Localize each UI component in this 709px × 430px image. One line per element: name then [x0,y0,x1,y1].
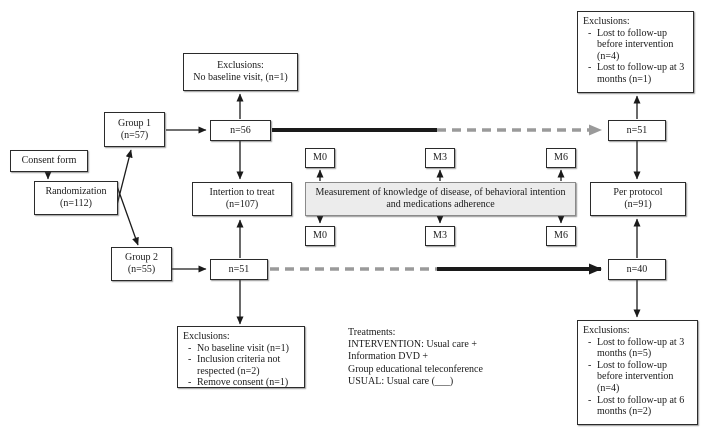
bullet-dash: - [588,27,592,39]
exclusion-item: - Lost to follow-up at 6 months (n=2) [588,394,685,418]
exclusions-title: Exclusions: [183,331,230,342]
exclusion-item: - Lost to follow-up before intervention (n=4) [588,27,674,62]
exclusions-title: Exclusions: [583,325,630,336]
node-sublabel: (n=91) [624,199,652,210]
node-randomization [34,181,118,215]
exclusions-bottom-right [577,320,698,425]
timepoint-m6-bottom [546,226,576,246]
exclusion-item: - Inclusion criteria not respected (n=2) [188,354,281,377]
treatments-line: Information DVD + [348,351,429,363]
node-label: Group 1 [117,117,152,129]
exclusion-item: - Remove consent (n=1) [188,377,289,389]
bullet-dash: - [188,342,192,354]
exclusions-list [583,337,692,418]
bullet-dash: - [588,359,592,371]
node-label: Intertion to treat [209,187,275,199]
node-label: Randomization [45,186,107,198]
exclusions-line: No baseline visit, (n=1) [193,72,288,83]
arrow-randomization-to-group2 [117,186,138,245]
timepoint-m0-top [305,148,335,168]
treatments-line: Group educational teleconference [348,363,483,375]
exclusions-list [183,343,299,389]
treatments-line: USUAL: Usual care (___) [348,375,454,387]
timepoint-label: M3 [433,230,447,242]
timepoint-label: M3 [433,152,447,164]
timepoint-label: M0 [313,230,327,242]
node-group1 [104,112,165,147]
exclusions-title: Exclusions: [583,16,630,27]
exclusions-top-right [577,11,694,93]
arrow-randomization-to-group1 [117,150,131,205]
exclusion-item: - Lost to follow-up before intervention (n=4) [588,359,674,394]
treatments-line: Treatments: [348,327,396,338]
bullet-dash: - [588,394,592,406]
node-n56 [210,120,271,141]
timepoint-label: M6 [554,230,568,242]
node-label: n=51 [626,124,648,136]
exclusion-item: - Lost to follow-up at 3 months (n=5) [588,336,685,360]
treatments-legend [348,327,563,388]
exclusion-item: - No baseline visit (n=1) [188,342,290,354]
node-consent-form [10,150,88,172]
bullet-dash: - [588,336,592,348]
node-sublabel: (n=55) [127,264,156,275]
timepoint-label: M0 [313,152,327,164]
node-n40 [608,259,666,280]
node-intention-to-treat [192,182,292,216]
exclusion-item: - Lost to follow-up at 3 months (n=1) [588,62,685,85]
timepoint-m3-bottom [425,226,455,246]
node-sublabel: (n=107) [225,199,259,210]
node-label: n=40 [626,263,648,275]
timepoint-label: M6 [554,152,568,164]
node-group2 [111,247,172,281]
node-measurement [305,182,576,216]
timepoint-m3-top [425,148,455,168]
node-label: n=51 [228,263,250,275]
treatments-line: INTERVENTION: Usual care + [348,339,477,351]
node-label: Per protocol [613,187,663,199]
bullet-dash: - [188,354,192,366]
node-n51-left [210,259,268,280]
node-label: n=56 [230,124,251,136]
timepoint-m6-top [546,148,576,168]
node-label: Group 2 [124,252,159,264]
node-label: Measurement of knowledge of disease, of behavioral intention and medications adherence [315,187,566,210]
exclusions-title: Exclusions: [217,60,264,72]
node-n51-right [608,120,666,141]
node-sublabel: (n=112) [60,198,92,209]
exclusions-bottom-left [177,326,305,388]
exclusions-list [583,28,688,86]
node-label: Consent form [21,155,77,167]
exclusions-top-left [183,53,298,91]
bullet-dash: - [188,377,192,389]
bullet-dash: - [588,62,592,74]
node-sublabel: (n=57) [120,129,149,141]
timepoint-m0-bottom [305,226,335,246]
node-per-protocol [590,182,686,216]
